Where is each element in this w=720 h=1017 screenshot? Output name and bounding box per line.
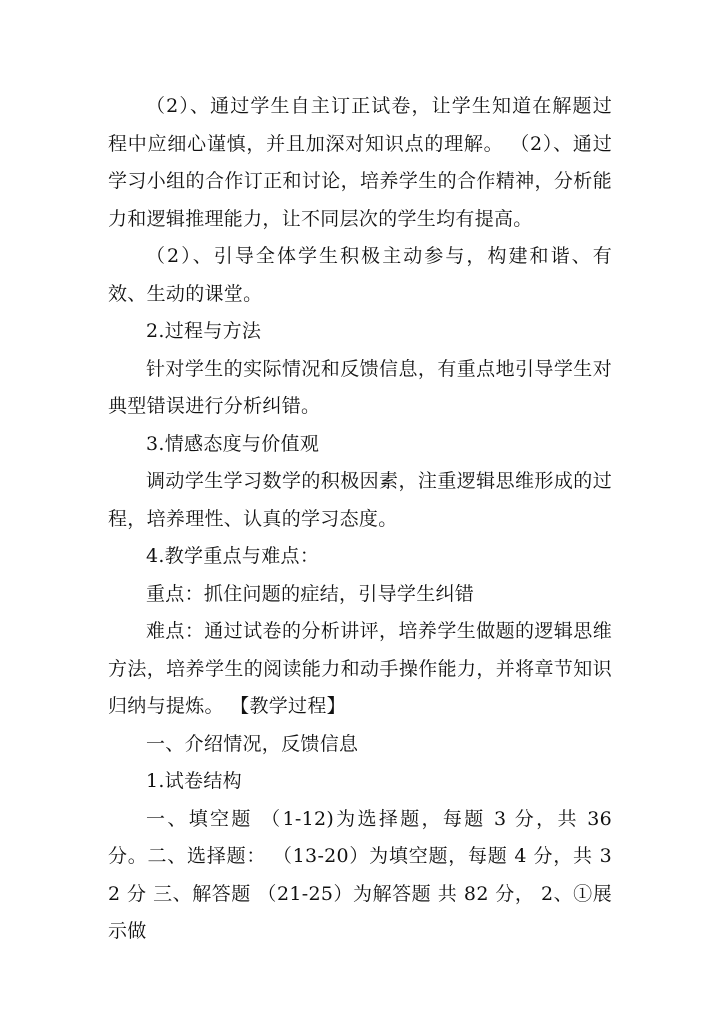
heading-test-structure: 1.试卷结构 — [146, 770, 242, 792]
paragraph-key-point: 重点：抓住问题的症结，引导学生纠错 — [146, 582, 475, 605]
paragraph-emotion-values: 调动学生学习数学的积极因素，注重逻辑思维形成的过程，培养理性、认真的学习态度。 — [108, 470, 612, 530]
paragraph-test-structure: 一、填空题 （1-12)为选择题，每题 3 分，共 36 分。二、选择题： （13-20）为填空题，每题 4 分，共 32 分 三、解答题 （21-25）为解答题 共 82 分， 2、①展示做 — [108, 807, 612, 942]
heading-key-points: 4.教学重点与难点： — [146, 545, 320, 567]
heading-introduction: 一、介绍情况，反馈信息 — [146, 732, 359, 755]
heading-emotion-values: 3.情感态度与价值观 — [146, 432, 320, 455]
document-page — [108, 88, 612, 951]
paragraph-process-method: 针对学生的实际情况和反馈信息，有重点地引导学生对典型错误进行分析纠错。 — [108, 357, 612, 417]
paragraph-difficult-point: 难点：通过试卷的分析讲评，培养学生做题的逻辑思维方法，培养学生的阅读能力和动手操作能力，并将章节知识归纳与提炼。 【教学过程】 — [108, 620, 612, 717]
paragraph-objective-correction: （2）、通过学生自主订正试卷，让学生知道在解题过程中应细心谨慎，并且加深对知识点的理解。 （2）、通过学习小组的合作订正和讨论，培养学生的合作精神，分析能力和逻辑推理能力，让不同层次的学生均有提高。 — [108, 95, 612, 230]
paragraph-objective-participation: （2）、引导全体学生积极主动参与，构建和谐、有效、生动的课堂。 — [108, 245, 612, 305]
heading-process-method: 2.过程与方法 — [146, 320, 262, 342]
